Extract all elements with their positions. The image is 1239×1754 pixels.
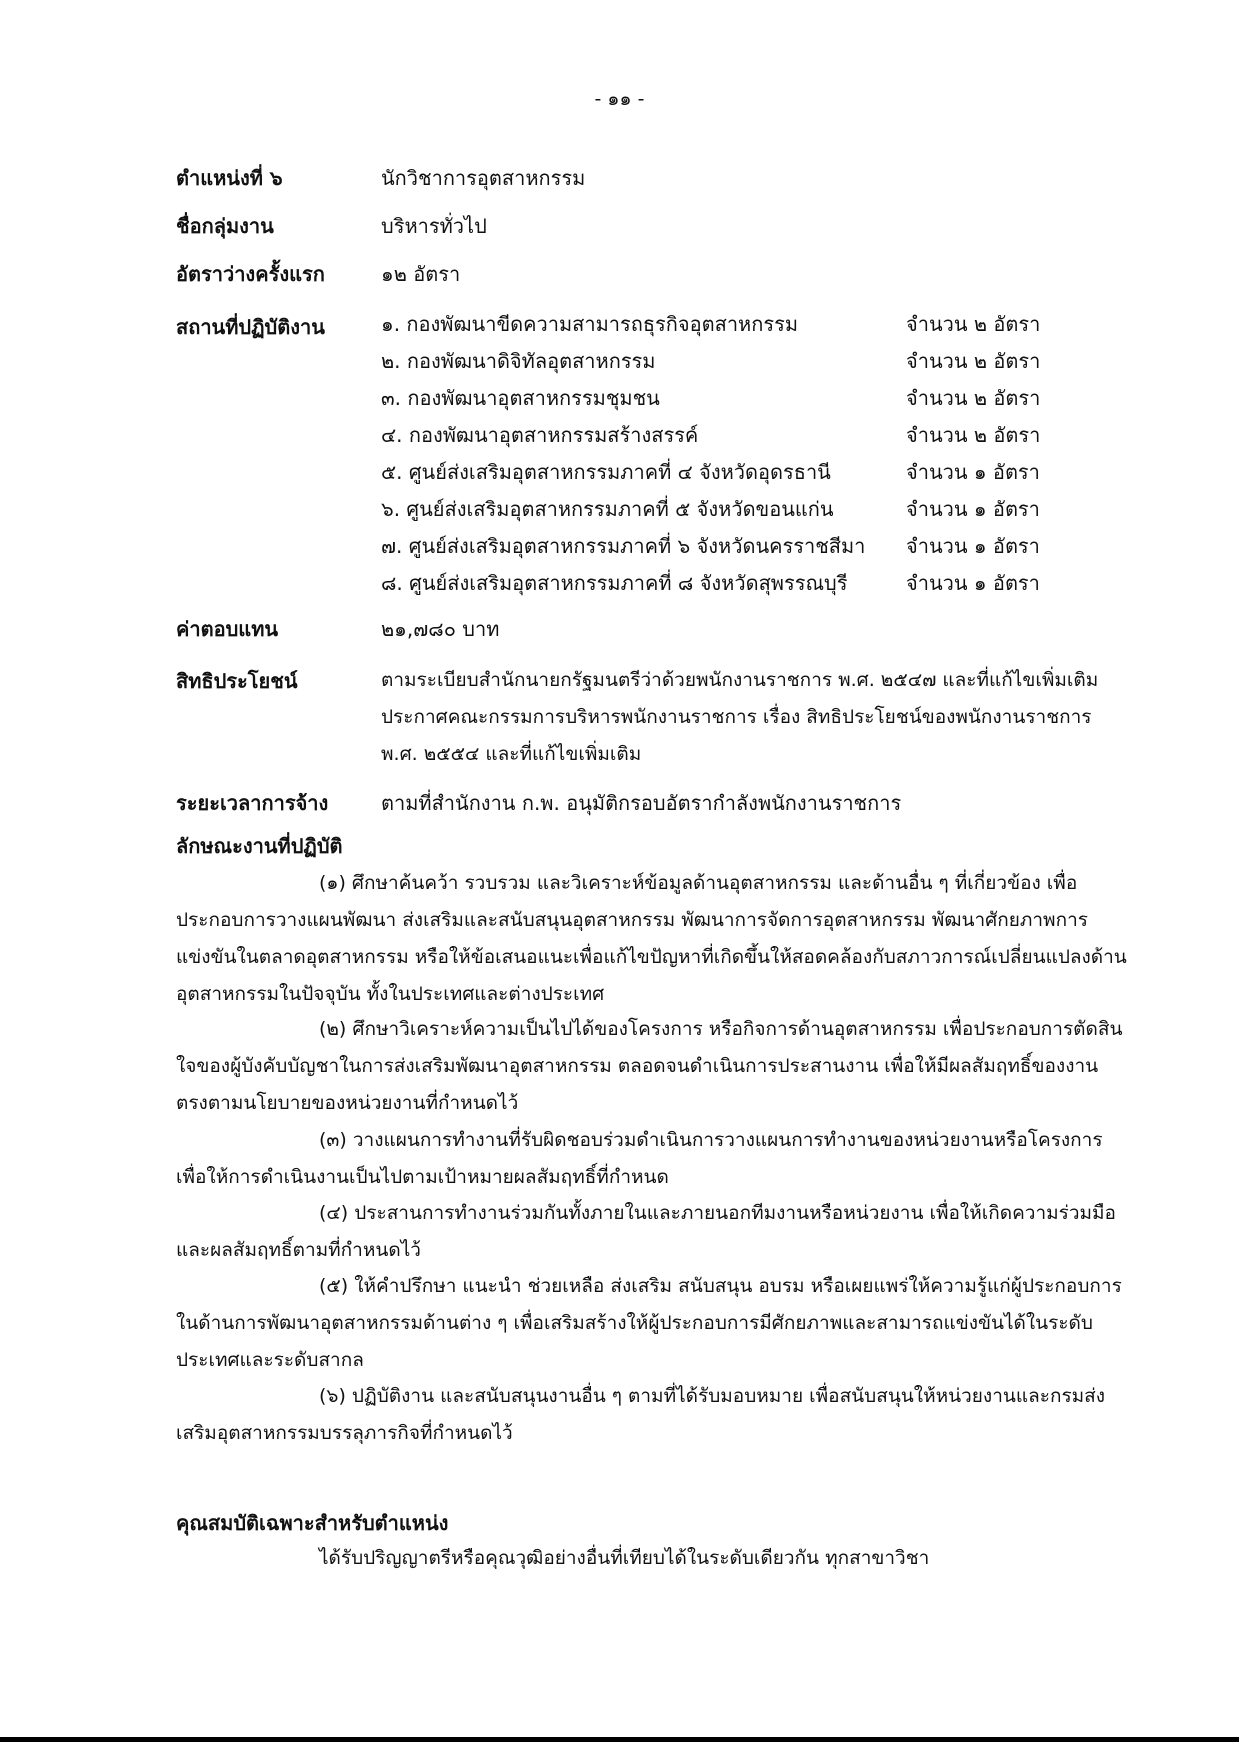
workplace-count: จำนวน ๑ อัตรา [906, 571, 1040, 595]
duty-item: (๓) วางแผนการทำงานที่รับผิดชอบร่วมดำเนินการวางแผนการทำงานของหน่วยงานหรือโครงการ เพื่อให้การดำเนินงานเป็นไปตามเป้าหมายผลสัมฤทธิ์ที่กำหนด [176, 1129, 1103, 1188]
benefits-label: สิทธิประโยชน์ [176, 669, 298, 693]
duties-heading: ลักษณะงานที่ปฏิบัติ [176, 834, 343, 858]
workplace-name: ๘. ศูนย์ส่งเสริมอุตสาหกรรมภาคที่ ๘ จังหวัดสุพรรณบุรี [381, 571, 848, 595]
duty-item: (๒) ศึกษาวิเคราะห์ความเป็นไปได้ของโครงการ หรือกิจการด้านอุตสาหกรรม เพื่อประกอบการตัดสินใจของผู้บังคับบัญชาในการส่งเสริมพัฒนาอุตสาหกรรม ตลอดจนดำเนินการประสานงาน เพื่อให้มีผลสัมฤทธิ์ของงานตรงตามนโยบายของหน่วยงานที่กำหนดไว้ [176, 1018, 1123, 1114]
benefits-value: ตามระเบียบสำนักนายกรัฐมนตรีว่าด้วยพนักงานราชการ พ.ศ. ๒๕๔๗ และที่แก้ไขเพิ่มเติม ประกาศคณะกรรมการบริหารพนักงานราชการ เรื่อง สิทธิประโยชน์ของพนักงานราชการ พ.ศ. ๒๕๕๔ และที่แก้ไขเพิ่มเติม [381, 669, 1099, 765]
workplace-count: จำนวน ๒ อัตรา [906, 386, 1041, 410]
group-row [176, 210, 1129, 242]
workplace-name: ๗. ศูนย์ส่งเสริมอุตสาหกรรมภาคที่ ๖ จังหวัดนครราชสีมา [381, 534, 866, 558]
workplace-item [381, 417, 1129, 454]
workplace-list [381, 306, 1129, 602]
workplace-item [381, 454, 1129, 491]
duty-item: (๑) ศึกษาค้นคว้า รวบรวม และวิเคราะห์ข้อมูลด้านอุตสาหกรรม และด้านอื่น ๆ ที่เกี่ยวข้อง เพื่อประกอบการวางแผนพัฒนา ส่งเสริมและสนับสนุนอุตสาหกรรม พัฒนาการจัดการอุตสาหกรรม พัฒนาศักยภาพการแข่งขันในตลาดอุตสาหกรรม หรือให้ข้อเสนอแนะเพื่อแก้ไขปัญหาที่เกิดขึ้นให้สอดคล้องกับสภาวการณ์เปลี่ยนแปลงด้านอุตสาหกรรมในปัจจุบัน ทั้งในประเทศและต่างประเทศ [176, 872, 1127, 1005]
workplace-item [381, 343, 1129, 380]
bottom-border-line [0, 1737, 1239, 1742]
workplace-name: ๒. กองพัฒนาดิจิทัลอุตสาหกรรม [381, 349, 656, 373]
workplace-count: จำนวน ๑ อัตรา [906, 534, 1040, 558]
workplace-item [381, 491, 1129, 528]
duty-item: (๔) ประสานการทำงานร่วมกันทั้งภายในและภายนอกทีมงานหรือหน่วยงาน เพื่อให้เกิดความร่วมมือและผลสัมฤทธิ์ตามที่กำหนดไว้ [176, 1202, 1116, 1261]
workplace-name: ๓. กองพัฒนาอุตสาหกรรมชุมชน [381, 386, 660, 410]
workplace-name: ๑. กองพัฒนาขีดความสามารถธุรกิจอุตสาหกรรม [381, 312, 799, 336]
duties-heading-row [176, 830, 1129, 862]
group-value: บริหารทั่วไป [381, 214, 487, 238]
workplace-name: ๔. กองพัฒนาอุตสาหกรรมสร้างสรรค์ [381, 423, 699, 447]
workplace-count: จำนวน ๒ อัตรา [906, 312, 1041, 336]
qualifications-heading: คุณสมบัติเฉพาะสำหรับตำแหน่ง [176, 1511, 449, 1535]
position-value: นักวิชาการอุตสาหกรรม [381, 166, 586, 190]
vacancies-row [176, 258, 1129, 290]
employment-period-label: ระยะเวลาการจ้าง [176, 791, 329, 815]
workplace-row [176, 306, 1129, 606]
vacancies-value: ๑๒ อัตรา [381, 262, 461, 286]
vacancies-label: อัตราว่างครั้งแรก [176, 262, 325, 286]
benefits-row [176, 662, 1129, 777]
compensation-row [176, 613, 1129, 645]
workplace-count: จำนวน ๑ อัตรา [906, 460, 1040, 484]
workplace-count: จำนวน ๒ อัตรา [906, 423, 1041, 447]
workplace-count: จำนวน ๒ อัตรา [906, 349, 1041, 373]
workplace-label: สถานที่ปฏิบัติงาน [176, 315, 325, 339]
workplace-name: ๕. ศูนย์ส่งเสริมอุตสาหกรรมภาคที่ ๔ จังหวัดอุดรธานี [381, 460, 831, 484]
group-label: ชื่อกลุ่มงาน [176, 214, 274, 238]
qualifications-text: ได้รับปริญญาตรีหรือคุณวุฒิอย่างอื่นที่เทียบได้ในระดับเดียวกัน ทุกสาขาวิชา [319, 1547, 930, 1569]
workplace-item [381, 565, 1129, 602]
compensation-label: ค่าตอบแทน [176, 617, 279, 641]
employment-period-row [176, 787, 1129, 819]
workplace-item [381, 528, 1129, 565]
page-number: - ๑๑ - [594, 88, 645, 110]
workplace-count: จำนวน ๑ อัตรา [906, 497, 1040, 521]
duty-item: (๕) ให้คำปรึกษา แนะนำ ช่วยเหลือ ส่งเสริม สนับสนุน อบรม หรือเผยแพร่ให้ความรู้แก่ผู้ประกอบการในด้านการพัฒนาอุตสาหกรรมด้านต่าง ๆ เพื่อเสริมสร้างให้ผู้ประกอบการมีศักยภาพและสามารถแข่งขันได้ในระดับประเทศและระดับสากล [176, 1275, 1122, 1371]
duty-item: (๖) ปฏิบัติงาน และสนับสนุนงานอื่น ๆ ตามที่ได้รับมอบหมาย เพื่อสนับสนุนให้หน่วยงานและกรมส่งเสริมอุตสาหกรรมบรรลุภารกิจที่กำหนดไว้ [176, 1385, 1106, 1444]
workplace-name: ๖. ศูนย์ส่งเสริมอุตสาหกรรมภาคที่ ๕ จังหวัดขอนแก่น [381, 497, 834, 521]
workplace-item [381, 306, 1129, 343]
qualifications-heading-row [176, 1507, 1129, 1539]
position-label: ตำแหน่งที่ ๖ [176, 166, 283, 190]
employment-period-value: ตามที่สำนักงาน ก.พ. อนุมัติกรอบอัตรากำลังพนักงานราชการ [381, 791, 902, 815]
compensation-value: ๒๑,๗๘๐ บาท [381, 617, 500, 641]
workplace-item [381, 380, 1129, 417]
position-row [176, 162, 1129, 194]
